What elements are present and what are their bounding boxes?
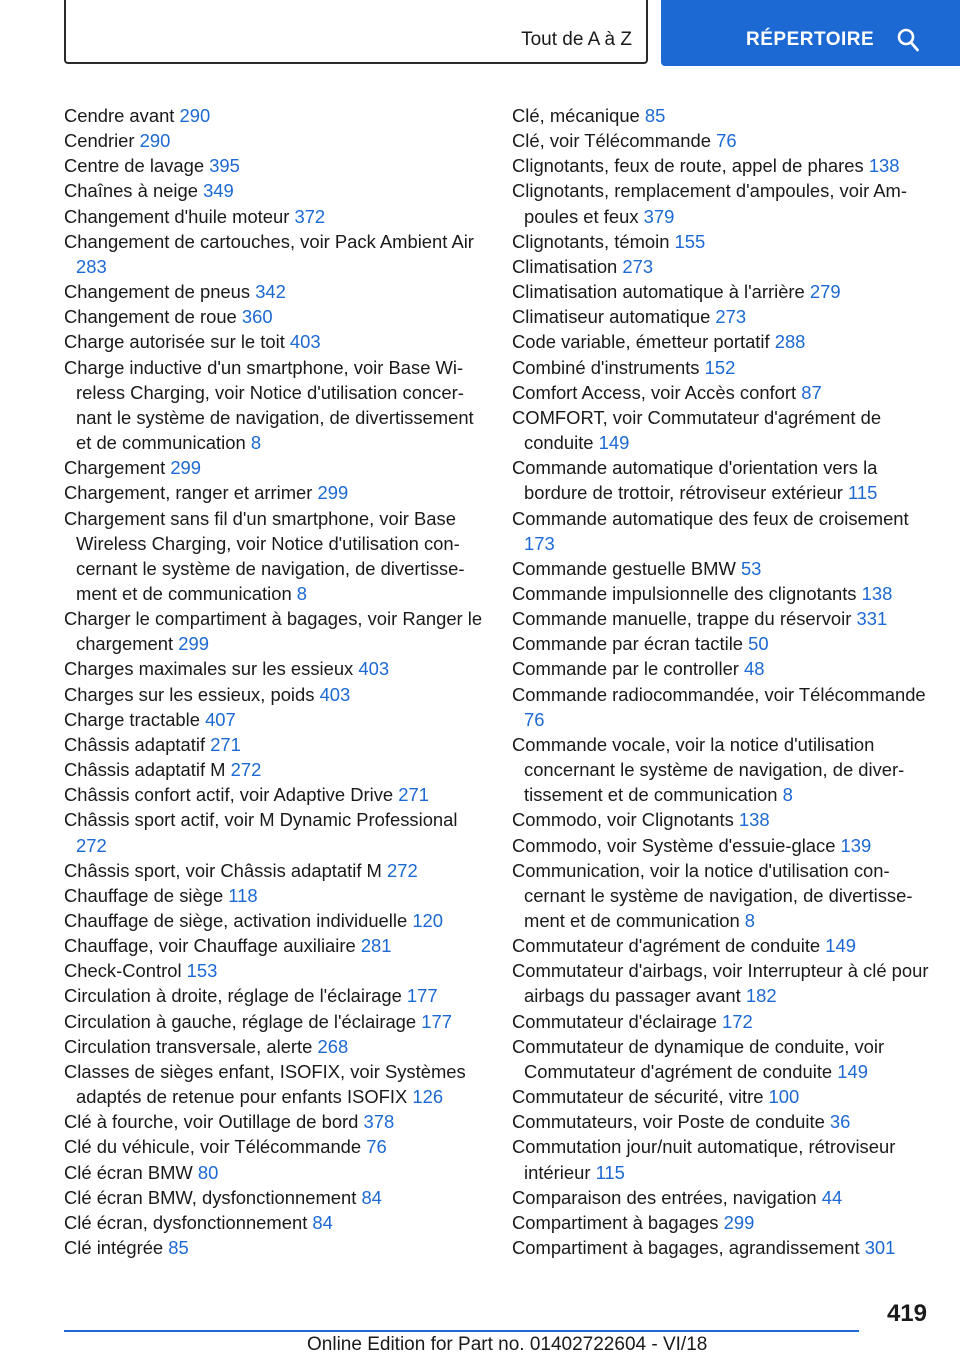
index-entry <box>512 178 932 228</box>
index-entry <box>64 656 484 681</box>
index-entry <box>64 455 484 480</box>
index-entry-text: Chauffage, voir Chauffage auxiliaire <box>64 935 361 957</box>
page-reference-link[interactable]: 299 <box>723 1211 755 1233</box>
index-entry-text: COMFORT, voir Commutateur d'agrément de conduite <box>512 406 882 454</box>
page-reference-link[interactable]: 53 <box>740 557 762 579</box>
page-reference-link[interactable]: 288 <box>774 331 806 353</box>
index-entry-text: Commande gestuelle BMW <box>512 557 741 579</box>
index-entry <box>512 631 932 656</box>
index-entry-text: Commande vocale, voir la notice d'utilisation concernant le système de navigation, de divertissement et de communication <box>512 733 905 806</box>
index-entry <box>512 1134 932 1184</box>
index-entry-text: Climatisation <box>512 255 623 277</box>
page-reference-link[interactable]: 272 <box>230 759 262 781</box>
page-reference-link[interactable]: 76 <box>366 1136 387 1158</box>
index-entry <box>64 1109 484 1134</box>
index-entry <box>64 103 484 128</box>
index-entry-text: Comfort Access, voir Accès confort <box>512 381 802 403</box>
index-entry-text: Clé à fourche, voir Outillage de bord <box>64 1111 364 1133</box>
index-entry-text: Clé, mécanique <box>512 105 645 126</box>
page-reference-link[interactable]: 76 <box>524 708 545 730</box>
index-entry-text: Circulation à gauche, réglage de l'éclairage <box>64 1010 422 1032</box>
page-reference-link[interactable]: 173 <box>524 532 555 554</box>
index-entry <box>512 254 932 279</box>
index-entry <box>64 908 484 933</box>
page-reference-link[interactable]: 85 <box>168 1237 189 1259</box>
index-entry-text: Compartiment à bagages, agrandissement <box>512 1237 865 1259</box>
index-entry-text: Changement de pneus <box>64 281 256 303</box>
index-entry <box>512 732 932 807</box>
page-number: 419 <box>886 1300 927 1327</box>
page-reference-link[interactable]: 378 <box>363 1111 395 1133</box>
page-reference-link[interactable]: 299 <box>178 633 209 655</box>
index-entry <box>64 807 484 857</box>
index-entry <box>64 1160 484 1185</box>
index-entry-text: Commodo, voir Clignotants <box>512 809 739 831</box>
page-reference-link[interactable]: 272 <box>76 834 107 856</box>
page-reference-link[interactable]: 115 <box>595 1161 625 1183</box>
page-reference-link[interactable]: 395 <box>209 155 240 177</box>
index-entry-text: Chargement <box>64 457 171 479</box>
index-entry-text: Commutateur de sécurité, vitre <box>512 1086 769 1108</box>
index-entry <box>64 178 484 203</box>
index-entry <box>64 757 484 782</box>
page-reference-link[interactable]: 80 <box>197 1161 219 1183</box>
page-reference-link[interactable]: 36 <box>829 1111 851 1133</box>
index-entry <box>512 103 932 128</box>
index-entry-text: Commutateur d'éclairage <box>512 1010 722 1032</box>
page-reference-link[interactable]: 153 <box>186 960 218 982</box>
index-entry <box>64 480 484 505</box>
index-entry <box>512 807 932 832</box>
page-reference-link[interactable]: 149 <box>837 1060 868 1082</box>
index-entry-text: Changement d'huile moteur <box>64 205 295 227</box>
page-reference-link[interactable]: 87 <box>801 381 822 403</box>
page-reference-link[interactable]: 283 <box>76 255 107 277</box>
page-reference-link[interactable]: 149 <box>825 935 856 957</box>
page-reference-link[interactable]: 50 <box>748 633 769 655</box>
index-entry <box>512 958 932 1008</box>
page-reference-link[interactable]: 84 <box>312 1211 333 1233</box>
page-reference-link[interactable]: 138 <box>861 582 893 604</box>
page-reference-link[interactable]: 281 <box>360 935 392 957</box>
index-entry <box>64 1185 484 1210</box>
index-entry-text: Commutateur d'airbags, voir Interrupteur à clé pour airbags du passager avant <box>512 960 929 1007</box>
page-reference-link[interactable]: 8 <box>782 784 793 806</box>
index-entry-text: Clé écran BMW, dysfonctionnement <box>64 1186 362 1208</box>
index-entry <box>512 933 932 958</box>
index-entry <box>512 229 932 254</box>
index-entry <box>512 556 932 581</box>
index-entry-text: Compartiment à bagages <box>512 1211 724 1233</box>
page-reference-link[interactable]: 126 <box>412 1086 444 1108</box>
search-icon <box>897 28 919 52</box>
page-reference-link[interactable]: 407 <box>205 708 236 730</box>
page-reference-link[interactable]: 44 <box>821 1186 843 1208</box>
index-entry-text: Combiné d'instruments <box>512 356 705 378</box>
index-entry <box>512 329 932 354</box>
index-entry-text: Commande par le controller <box>512 658 745 680</box>
index-entry-text: Clignotants, feux de route, appel de phares <box>512 155 869 177</box>
index-entry <box>64 883 484 908</box>
index-entry <box>64 279 484 304</box>
page-reference-link[interactable]: 268 <box>317 1035 349 1057</box>
index-entry-text: Charge autorisée sur le toit <box>64 331 290 353</box>
index-entry <box>64 229 484 279</box>
page-reference-link[interactable]: 360 <box>241 306 273 328</box>
index-entry <box>64 858 484 883</box>
index-entry <box>64 1034 484 1059</box>
index-entry-text: Commande automatique des feux de croisement <box>512 507 909 529</box>
index-entry-text: Clé, voir Télécommande <box>512 130 717 152</box>
index-entry-text: Climatiseur automatique <box>512 306 716 328</box>
index-entry <box>64 933 484 958</box>
index-entry-text: Châssis confort actif, voir Adaptive Drive <box>64 784 399 806</box>
index-entry <box>512 1084 932 1109</box>
page-reference-link[interactable]: 177 <box>421 1010 452 1032</box>
page-reference-link[interactable]: 299 <box>170 457 201 479</box>
page-reference-link[interactable]: 273 <box>622 255 654 277</box>
index-entry <box>64 707 484 732</box>
index-entry <box>64 1235 484 1260</box>
index-entry <box>512 833 932 858</box>
index-entry <box>64 1009 484 1034</box>
page-reference-link[interactable]: 372 <box>294 205 326 227</box>
index-entry <box>64 304 484 329</box>
page-reference-link[interactable]: 100 <box>768 1086 800 1108</box>
page-reference-link[interactable]: 120 <box>412 910 443 931</box>
page-reference-link[interactable]: 301 <box>864 1237 896 1259</box>
index-entry <box>512 581 932 606</box>
page-reference-link[interactable]: 299 <box>317 482 349 504</box>
index-entry <box>512 1109 932 1134</box>
index-entry-text: Châssis sport, voir Châssis adaptatif M <box>64 859 387 881</box>
index-entry <box>64 128 484 153</box>
page-reference-link[interactable]: 8 <box>296 582 308 604</box>
index-entry <box>64 204 484 229</box>
index-entry <box>64 782 484 807</box>
index-entry-text: Chauffage de siège <box>64 884 229 906</box>
index-entry-text: Climatisation automatique à l'arrière <box>512 281 810 303</box>
index-entry <box>512 656 932 681</box>
index-entry <box>512 405 932 455</box>
index-entry-text: Code variable, émetteur portatif <box>512 331 775 353</box>
page-reference-link[interactable]: 149 <box>598 432 630 454</box>
page-reference-link[interactable]: 139 <box>840 834 872 856</box>
index-entry-text: Commutateurs, voir Poste de conduite <box>512 1111 830 1133</box>
footer-rule <box>64 1330 859 1332</box>
index-column-right <box>512 103 932 1260</box>
page-reference-link[interactable]: 349 <box>203 180 234 202</box>
index-entry <box>64 983 484 1008</box>
index-entry <box>64 682 484 707</box>
index-entry-text: Clé intégrée <box>64 1237 169 1259</box>
index-entry <box>512 128 932 153</box>
page-reference-link[interactable]: 271 <box>398 784 429 806</box>
tab-a-to-z-label: Tout de A à Z <box>521 29 632 50</box>
index-entry-text: Commande manuelle, trappe du réservoir <box>512 608 857 630</box>
index-entry-text: Commutateur d'agrément de conduite <box>512 935 826 957</box>
index-entry <box>64 958 484 983</box>
index-entry-text: Changement de roue <box>64 306 242 328</box>
index-entry-text: Charges maximales sur les essieux <box>64 658 359 680</box>
index-entry-text: Commodo, voir Système d'essuie-glace <box>512 834 841 856</box>
footer-edition-text: Online Edition for Part no. 01402722604 - VI/18 <box>307 1334 708 1355</box>
index-entry <box>512 455 932 505</box>
page-reference-link[interactable]: 403 <box>319 683 351 705</box>
index-entry-text: Clé écran, dysfonctionnement <box>64 1211 313 1233</box>
index-entry <box>512 506 932 556</box>
page-reference-link[interactable]: 271 <box>210 733 241 755</box>
page-reference-link[interactable]: 290 <box>179 105 211 126</box>
index-entry-text: Circulation à droite, réglage de l'éclairage <box>64 985 407 1007</box>
page-reference-link[interactable]: 115 <box>848 482 878 504</box>
index-entry <box>64 355 484 456</box>
index-entry <box>512 279 932 304</box>
index-entry-text: Charger le compartiment à bagages, voir Ranger le chargement <box>64 608 483 655</box>
index-entry-text: Commande automatique d'orientation vers la bordure de trottoir, rétroviseur extérieur <box>512 457 878 504</box>
index-entry <box>512 858 932 933</box>
index-entry <box>512 153 932 178</box>
index-entry <box>64 1134 484 1159</box>
index-entry-text: Centre de lavage <box>64 155 210 177</box>
index-entry-text: Commutation jour/nuit automatique, rétroviseur intérieur <box>512 1136 896 1183</box>
page-reference-link[interactable]: 379 <box>643 205 675 227</box>
index-entry-text: Chargement, ranger et arrimer <box>64 482 318 504</box>
page-reference-link[interactable]: 85 <box>644 105 666 126</box>
index-entry-text: Check-Control <box>64 960 187 982</box>
page-reference-link[interactable]: 403 <box>289 331 321 353</box>
index-entry <box>512 1009 932 1034</box>
index-entry-text: Clignotants, témoin <box>512 230 675 252</box>
index-entry <box>512 606 932 631</box>
tab-repertoire-label: RÉPERTOIRE <box>746 29 875 50</box>
tab-repertoire[interactable] <box>661 0 960 66</box>
index-entry <box>512 304 932 329</box>
page-reference-link[interactable]: 155 <box>674 230 706 252</box>
page-reference-link[interactable]: 273 <box>715 306 747 328</box>
index-entry <box>64 1059 484 1109</box>
index-entry <box>512 1210 932 1235</box>
index-entry-text: Commande impulsionnelle des clignotants <box>512 582 862 604</box>
index-entry-text: Châssis adaptatif M <box>64 759 231 781</box>
page-reference-link[interactable]: 182 <box>745 985 777 1007</box>
page-reference-link[interactable]: 279 <box>809 281 841 303</box>
page-reference-link[interactable]: 152 <box>704 356 736 378</box>
index-entry <box>64 1210 484 1235</box>
index-entry-text: Chauffage de siège, activation individuelle <box>64 910 413 931</box>
tab-a-to-z[interactable] <box>64 0 648 64</box>
index-entry <box>64 506 484 607</box>
index-entry <box>512 380 932 405</box>
page-reference-link[interactable]: 177 <box>406 985 438 1007</box>
index-entry-text: Charges sur les essieux, poids <box>64 683 320 705</box>
page-reference-link[interactable]: 290 <box>139 130 171 152</box>
index-entry-text: Circulation transversale, alerte <box>64 1035 318 1057</box>
index-entry <box>64 606 484 656</box>
index-entry <box>512 1185 932 1210</box>
page-reference-link[interactable]: 138 <box>868 155 900 177</box>
index-entry <box>64 153 484 178</box>
page-reference-link[interactable]: 48 <box>744 658 765 680</box>
index-entry-text: Charge tractable <box>64 708 206 730</box>
index-entry-text: Commutateur de dynamique de conduite, voir Commutateur d'agrément de conduite <box>512 1035 885 1082</box>
index-entry-text: Cendre avant <box>64 105 180 126</box>
page-reference-link[interactable]: 272 <box>386 859 418 881</box>
index-entry <box>512 355 932 380</box>
index-entry-text: Classes de sièges enfant, ISOFIX, voir Systèmes adaptés de retenue pour enfants ISOFIX <box>64 1060 466 1108</box>
index-entry-text: Charge inductive d'un smartphone, voir Base Wireless Charging, voir Notice d'utilisation concernant le système de navigation, de divertissement et de communication <box>64 356 474 454</box>
page-reference-link[interactable]: 403 <box>358 658 390 680</box>
index-entry <box>64 329 484 354</box>
page-reference-link[interactable]: 172 <box>722 1010 753 1032</box>
page-reference-link[interactable]: 76 <box>716 130 737 152</box>
page-reference-link[interactable]: 118 <box>228 884 258 906</box>
page-reference-link[interactable]: 8 <box>744 910 756 931</box>
page-reference-link[interactable]: 342 <box>255 281 286 303</box>
page-reference-link[interactable]: 138 <box>738 809 770 831</box>
index-entry-text: Châssis adaptatif <box>64 733 211 755</box>
index-entry-text: Chargement sans fil d'un smartphone, voir Base Wireless Charging, voir Notice d'utilisation concernant le système de navigation, de divertissement et de communication <box>64 507 465 604</box>
page-reference-link[interactable]: 331 <box>856 608 888 630</box>
index-entry-text: Commande radiocommandée, voir Télécommande <box>512 683 926 705</box>
index-entry <box>64 732 484 757</box>
index-entry-text: Changement de cartouches, voir Pack Ambient Air <box>64 230 474 252</box>
page-reference-link[interactable]: 8 <box>250 432 262 454</box>
page-reference-link[interactable]: 84 <box>361 1186 382 1208</box>
index-entry-text: Clé du véhicule, voir Télécommande <box>64 1136 367 1158</box>
index-entry-text: Commande par écran tactile <box>512 633 749 655</box>
index-entry <box>512 1034 932 1084</box>
index-entry-text: Chaînes à neige <box>64 180 204 202</box>
index-entry-text: Communication, voir la notice d'utilisation concernant le système de navigation, de divertissement et de communication <box>512 859 913 931</box>
index-entry <box>512 682 932 732</box>
index-entry-text: Comparaison des entrées, navigation <box>512 1186 822 1208</box>
index-entry-text: Châssis sport actif, voir M Dynamic Professional <box>64 809 458 831</box>
index-entry-text: Cendrier <box>64 130 140 152</box>
index-entry <box>512 1235 932 1260</box>
index-column-left <box>64 103 484 1260</box>
index-entry-text: Clé écran BMW <box>64 1161 198 1183</box>
index-entry-text: Clignotants, remplacement d'ampoules, voir Ampoules et feux <box>512 180 907 227</box>
